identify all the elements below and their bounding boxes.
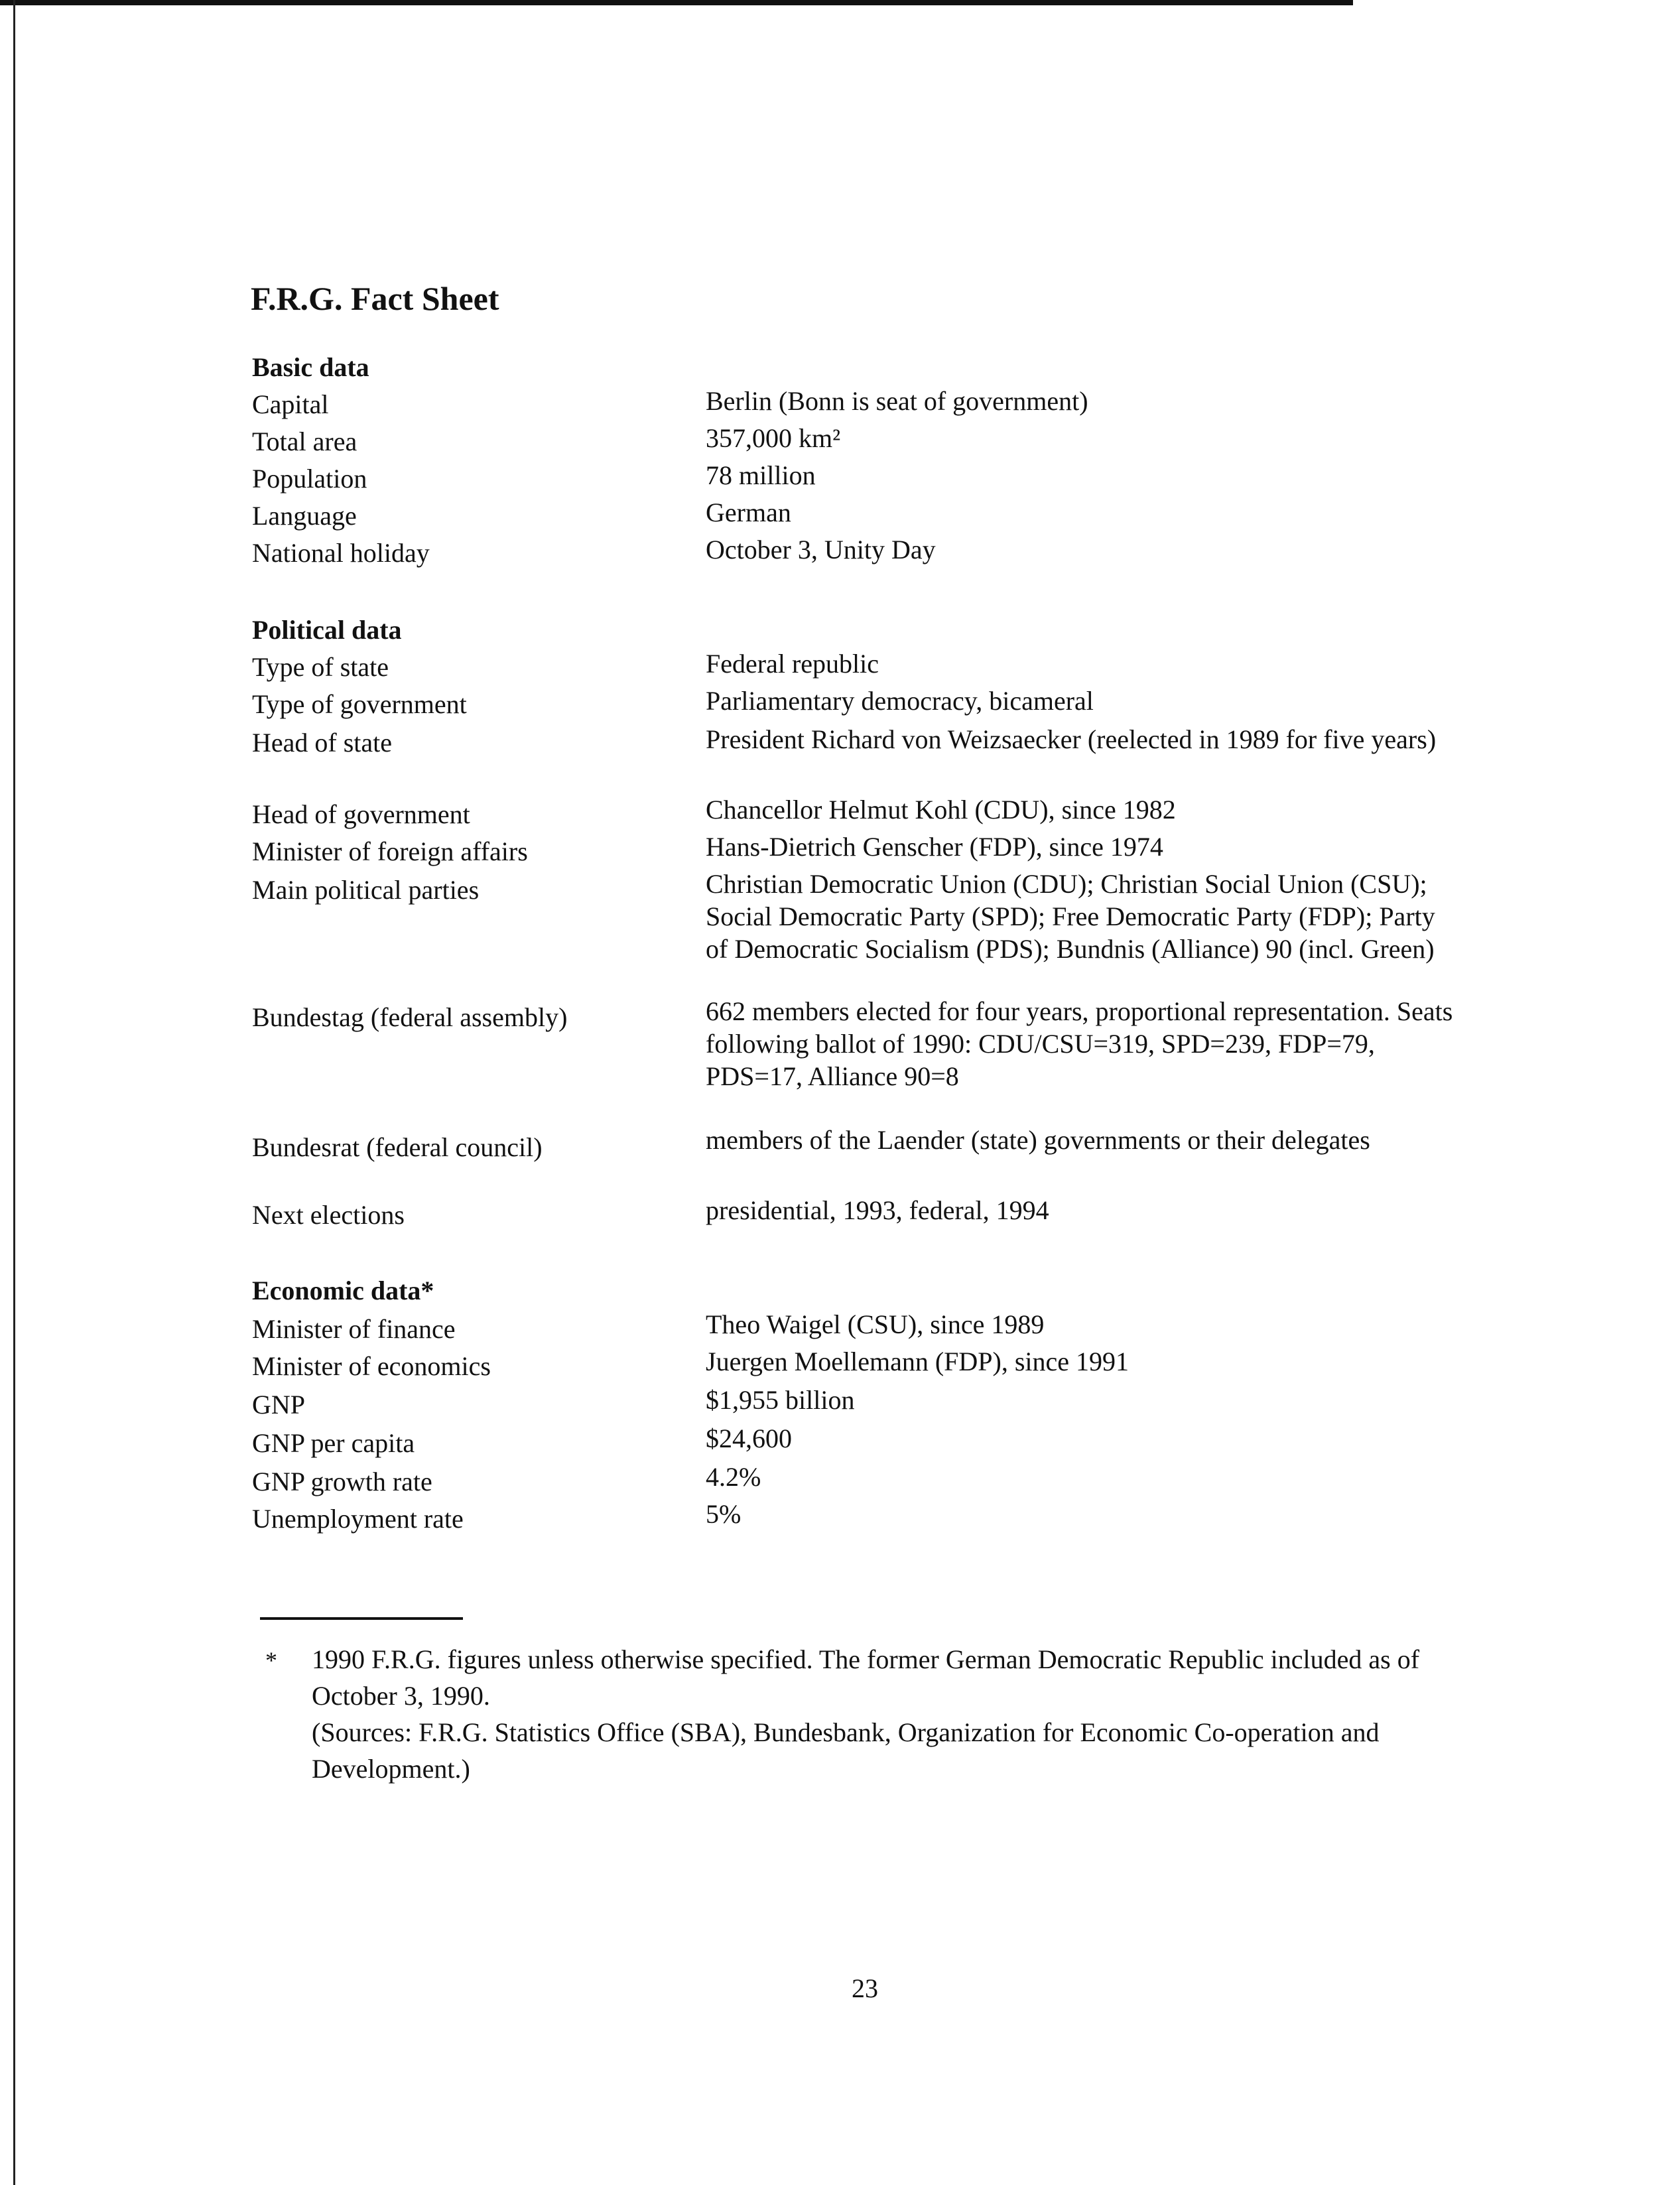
left-page-edge (13, 0, 15, 2185)
value-language: German (706, 497, 791, 527)
label-head-of-state: Head of state (252, 728, 393, 758)
value-total-area: 357,000 km² (706, 423, 841, 453)
footnote (312, 1641, 1492, 1787)
value-gnp: $1,955 billion (706, 1385, 855, 1415)
footnote-marker: * (265, 1647, 277, 1674)
label-bundesrat: Bundesrat (federal council) (252, 1132, 543, 1162)
value-minister-foreign-affairs: Hans-Dietrich Genscher (FDP), since 1974 (706, 832, 1163, 862)
value-type-of-state: Federal republic (706, 649, 879, 679)
section-heading-political: Political data (252, 615, 402, 645)
label-type-of-government: Type of government (252, 689, 467, 719)
value-next-elections: presidential, 1993, federal, 1994 (706, 1195, 1049, 1225)
label-main-political-parties: Main political parties (252, 875, 480, 905)
label-gnp-per-capita: GNP per capita (252, 1428, 415, 1458)
label-minister-of-finance: Minister of finance (252, 1314, 456, 1344)
label-gnp-growth-rate: GNP growth rate (252, 1467, 432, 1496)
label-bundestag: Bundestag (federal assembly) (252, 1002, 568, 1032)
label-language: Language (252, 501, 357, 531)
value-head-of-state: President Richard von Weizsaecker (reelected in 1989 for five years) (706, 724, 1437, 754)
footnote-note: 1990 F.R.G. figures unless otherwise specified. The former German Democratic Republic included as of October 3, 1990. (312, 1644, 1420, 1711)
label-minister-foreign-affairs: Minister of foreign affairs (252, 836, 528, 866)
value-unemployment-rate: 5% (706, 1499, 742, 1529)
label-gnp: GNP (252, 1390, 306, 1420)
value-bundestag: 662 members elected for four years, proportional representation. Seats following ballot of 1990: CDU/CSU=319, SPD=239, FDP=79, PDS=17, Alliance 90=8 (706, 996, 1453, 1091)
value-gnp-growth-rate: 4.2% (706, 1462, 761, 1492)
value-minister-of-economics: Juergen Moellemann (FDP), since 1991 (706, 1347, 1130, 1376)
value-gnp-per-capita: $24,600 (706, 1424, 792, 1453)
page-title: F.R.G. Fact Sheet (251, 280, 499, 317)
label-total-area: Total area (252, 427, 357, 456)
value-main-political-parties: Christian Democratic Union (CDU); Christian Social Union (CSU); Social Democratic Party (SPD); Free Democratic Party (FDP); Party of Democratic Socialism (PDS); Bundnis (Alliance) 90 (incl. Green) (706, 869, 1435, 964)
value-capital: Berlin (Bonn is seat of government) (706, 386, 1088, 416)
label-next-elections: Next elections (252, 1200, 405, 1230)
label-capital: Capital (252, 389, 329, 419)
section-heading-economic: Economic data* (252, 1276, 434, 1305)
value-type-of-government: Parliamentary democracy, bicameral (706, 686, 1094, 716)
label-unemployment-rate: Unemployment rate (252, 1504, 464, 1534)
value-national-holiday: October 3, Unity Day (706, 535, 936, 564)
section-heading-basic: Basic data (252, 352, 369, 382)
label-population: Population (252, 464, 367, 494)
footnote-separator (260, 1617, 463, 1620)
top-border-rule (0, 0, 1353, 5)
footnote-sources: (Sources: F.R.G. Statistics Office (SBA), Bundesbank, Organization for Economic Co-operation and Development.) (312, 1717, 1380, 1784)
label-national-holiday: National holiday (252, 538, 430, 568)
label-type-of-state: Type of state (252, 652, 389, 682)
label-head-of-government: Head of government (252, 799, 470, 829)
value-minister-of-finance: Theo Waigel (CSU), since 1989 (706, 1309, 1045, 1339)
page-number: 23 (852, 1973, 878, 2003)
value-head-of-government: Chancellor Helmut Kohl (CDU), since 1982 (706, 795, 1176, 825)
value-population: 78 million (706, 460, 816, 490)
label-minister-of-economics: Minister of economics (252, 1351, 491, 1381)
value-bundesrat: members of the Laender (state) governments or their delegates (706, 1125, 1370, 1155)
